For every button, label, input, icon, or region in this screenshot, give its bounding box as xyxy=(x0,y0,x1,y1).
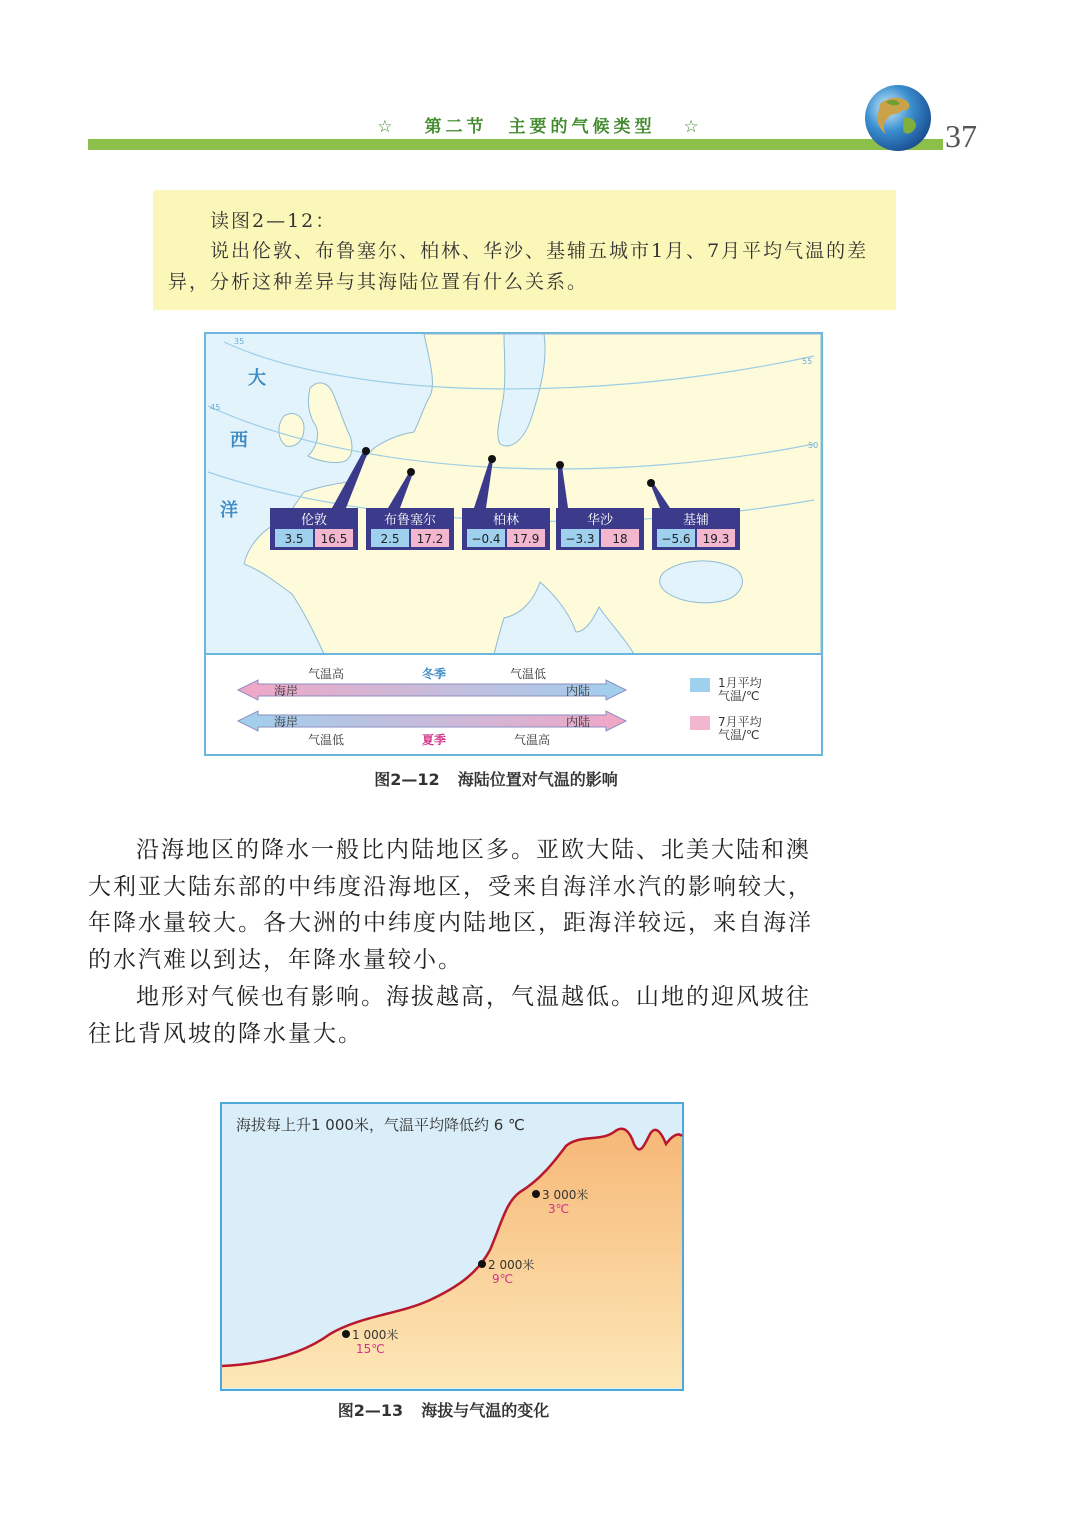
lat-label: 50 xyxy=(808,441,819,450)
altitude-label: 2 000米 xyxy=(488,1258,535,1272)
figure-2-13 xyxy=(220,1102,686,1392)
legend-label: 气温/℃ xyxy=(718,689,760,703)
temp-label: 气温高 xyxy=(308,667,345,681)
inland-label: 内陆 xyxy=(566,715,591,729)
question-title: 读图2—12： xyxy=(210,210,337,232)
lapse-rate-note: 海拔每上升1 000米，气温平均降低约 6 ℃ xyxy=(236,1116,525,1134)
lat-label: 45 xyxy=(210,403,221,412)
lat-label: 35 xyxy=(234,337,245,346)
figure-2-12 xyxy=(204,332,824,758)
jul-temp: 17.2 xyxy=(416,532,444,546)
jul-temp: 18 xyxy=(612,532,628,546)
paragraph: 地形对气候也有影响。海拔越高，气温越低。山地的迎风坡往往比背风坡的降水量大。 xyxy=(88,984,811,1047)
jul-temp: 19.3 xyxy=(702,532,730,546)
temperature-label: 15℃ xyxy=(356,1342,385,1356)
altitude-label: 3 000米 xyxy=(542,1188,589,1202)
figure-title: 海拔与气温的变化 xyxy=(421,1401,550,1420)
inland-label: 内陆 xyxy=(566,684,591,698)
figure-2-13-caption xyxy=(0,1398,905,1421)
legend-label: 1月平均 xyxy=(718,676,762,690)
globe-icon xyxy=(862,82,934,154)
page-number: 37 xyxy=(945,118,977,154)
star-icon: ☆ xyxy=(683,117,703,137)
star-icon: ☆ xyxy=(377,117,397,137)
coast-label: 海岸 xyxy=(274,715,299,729)
legend-label: 7月平均 xyxy=(718,715,762,729)
jan-temp: −5.6 xyxy=(661,532,691,546)
city-name: 华沙 xyxy=(586,513,614,528)
jan-temp: −0.4 xyxy=(471,532,501,546)
altitude-label: 1 000米 xyxy=(352,1328,399,1342)
lat-label: 55 xyxy=(802,357,813,366)
figure-number: 图2—13 xyxy=(337,1401,404,1420)
figure-number: 图2—12 xyxy=(374,770,440,789)
temp-label: 气温高 xyxy=(514,733,551,747)
section-title: 第二节 主要的气候类型 xyxy=(424,117,656,137)
figure-2-12-caption xyxy=(0,767,1010,790)
city-name: 伦敦 xyxy=(300,513,328,528)
city-name: 布鲁塞尔 xyxy=(383,513,437,528)
legend-label: 气温/℃ xyxy=(718,728,760,742)
jan-temp: −3.3 xyxy=(565,532,595,546)
season-label: 夏季 xyxy=(422,733,447,747)
city-name: 柏林 xyxy=(492,513,520,528)
header-bar xyxy=(88,139,943,150)
temperature-label: 9℃ xyxy=(492,1272,514,1286)
jan-temp: 3.5 xyxy=(284,532,304,546)
question-body: 说出伦敦、布鲁塞尔、柏林、华沙、基辅五城市1月、7月平均气温的差异，分析这种差异与其海陆位置有什么关系。 xyxy=(168,240,869,293)
temp-label: 气温低 xyxy=(308,733,345,747)
temperature-label: 3℃ xyxy=(548,1202,570,1216)
temp-label: 气温低 xyxy=(510,667,547,681)
city-name: 基辅 xyxy=(682,513,710,528)
paragraph: 沿海地区的降水一般比内陆地区多。亚欧大陆、北美大陆和澳大利亚大陆东部的中纬度沿海地区，受来自海洋水汽的影响较大，年降水量较大。各大洲的中纬度内陆地区，距海洋较远，来自海洋的水汽难以到达，年降水量较小。 xyxy=(88,837,813,973)
ocean-label: 洋 xyxy=(220,500,238,521)
jul-temp: 17.9 xyxy=(512,532,540,546)
jan-temp: 2.5 xyxy=(380,532,400,546)
coast-label: 海岸 xyxy=(274,684,299,698)
ocean-label: 大 xyxy=(248,368,266,389)
ocean-label: 西 xyxy=(230,430,248,451)
jul-temp: 16.5 xyxy=(320,532,348,546)
season-label: 冬季 xyxy=(422,667,447,681)
figure-title: 海陆位置对气温的影响 xyxy=(457,770,618,789)
